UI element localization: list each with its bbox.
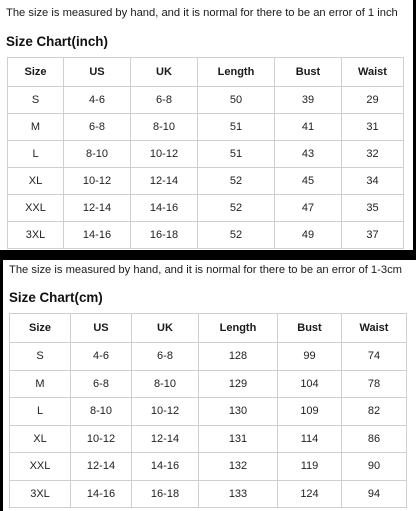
column-header-waist: Waist (342, 314, 407, 343)
cell-uk: 10-12 (131, 141, 198, 168)
cell-uk: 6-8 (131, 87, 198, 114)
cell-bust: 47 (275, 195, 342, 222)
cell-length: 131 (199, 425, 278, 453)
cell-us: 8-10 (64, 141, 131, 168)
cell-length: 51 (198, 141, 275, 168)
column-header-bust: Bust (275, 58, 342, 87)
cell-size: S (10, 343, 71, 371)
table-row (10, 425, 407, 453)
cell-uk: 6-8 (132, 343, 199, 371)
cell-uk: 12-14 (131, 168, 198, 195)
cell-size: M (10, 370, 71, 398)
table-row (10, 480, 407, 508)
column-header-length: Length (198, 58, 275, 87)
cell-length: 129 (199, 370, 278, 398)
column-header-size: Size (8, 58, 64, 87)
column-header-uk: UK (132, 314, 199, 343)
cell-waist: 32 (342, 141, 404, 168)
cell-bust: 39 (275, 87, 342, 114)
cell-size: L (8, 141, 64, 168)
column-header-size: Size (10, 314, 71, 343)
cell-size: 3XL (8, 222, 64, 249)
table-row (10, 370, 407, 398)
cell-bust: 99 (278, 343, 342, 371)
inch-measurement-note: The size is measured by hand, and it is normal for there to be an error of 1 inch (6, 7, 398, 19)
cell-size: XL (10, 425, 71, 453)
table-row (8, 114, 404, 141)
cell-us: 8-10 (71, 398, 132, 426)
cell-uk: 8-10 (132, 370, 199, 398)
cell-bust: 49 (275, 222, 342, 249)
cell-bust: 45 (275, 168, 342, 195)
cell-bust: 119 (278, 453, 342, 481)
table-row (10, 343, 407, 371)
cell-length: 130 (199, 398, 278, 426)
table-row (8, 168, 404, 195)
cell-bust: 41 (275, 114, 342, 141)
column-header-length: Length (199, 314, 278, 343)
cell-us: 4-6 (71, 343, 132, 371)
cell-waist: 74 (342, 343, 407, 371)
cell-waist: 34 (342, 168, 404, 195)
cell-length: 132 (199, 453, 278, 481)
cell-length: 52 (198, 195, 275, 222)
cell-uk: 8-10 (131, 114, 198, 141)
cell-length: 51 (198, 114, 275, 141)
table-row (8, 141, 404, 168)
cell-us: 12-14 (64, 195, 131, 222)
cell-us: 4-6 (64, 87, 131, 114)
cell-waist: 31 (342, 114, 404, 141)
column-header-us: US (71, 314, 132, 343)
cell-us: 14-16 (64, 222, 131, 249)
cell-size: L (10, 398, 71, 426)
cell-bust: 109 (278, 398, 342, 426)
table-row (8, 195, 404, 222)
cell-bust: 124 (278, 480, 342, 508)
table-header-row (8, 58, 404, 87)
table-row (8, 87, 404, 114)
cell-waist: 29 (342, 87, 404, 114)
cm-size-table (9, 313, 407, 508)
cell-bust: 104 (278, 370, 342, 398)
column-header-us: US (64, 58, 131, 87)
cell-us: 6-8 (71, 370, 132, 398)
cell-us: 10-12 (64, 168, 131, 195)
cell-size: XL (8, 168, 64, 195)
cell-size: XXL (8, 195, 64, 222)
cm-chart-title: Size Chart(cm) (9, 290, 103, 305)
cell-waist: 82 (342, 398, 407, 426)
cell-size: M (8, 114, 64, 141)
table-header-row (10, 314, 407, 343)
cell-size: XXL (10, 453, 71, 481)
column-header-bust: Bust (278, 314, 342, 343)
cell-length: 52 (198, 168, 275, 195)
cell-size: S (8, 87, 64, 114)
cell-bust: 43 (275, 141, 342, 168)
cell-uk: 16-18 (132, 480, 199, 508)
table-row (10, 453, 407, 481)
cell-length: 128 (199, 343, 278, 371)
cell-us: 14-16 (71, 480, 132, 508)
column-header-uk: UK (131, 58, 198, 87)
cell-uk: 16-18 (131, 222, 198, 249)
cell-length: 50 (198, 87, 275, 114)
cell-waist: 37 (342, 222, 404, 249)
cm-size-chart-panel (3, 260, 416, 511)
cell-uk: 10-12 (132, 398, 199, 426)
inch-chart-title: Size Chart(inch) (6, 34, 108, 49)
cell-size: 3XL (10, 480, 71, 508)
inch-size-table (7, 57, 404, 249)
inch-size-chart-panel (0, 0, 413, 250)
cell-us: 10-12 (71, 425, 132, 453)
table-row (10, 398, 407, 426)
cell-length: 52 (198, 222, 275, 249)
cell-uk: 14-16 (132, 453, 199, 481)
cell-waist: 90 (342, 453, 407, 481)
cell-uk: 12-14 (132, 425, 199, 453)
table-row (8, 222, 404, 249)
cell-bust: 114 (278, 425, 342, 453)
cell-waist: 78 (342, 370, 407, 398)
cell-uk: 14-16 (131, 195, 198, 222)
cell-length: 133 (199, 480, 278, 508)
cell-waist: 86 (342, 425, 407, 453)
cm-measurement-note: The size is measured by hand, and it is normal for there to be an error of 1-3cm (9, 264, 402, 276)
cell-waist: 94 (342, 480, 407, 508)
cell-waist: 35 (342, 195, 404, 222)
cell-us: 6-8 (64, 114, 131, 141)
column-header-waist: Waist (342, 58, 404, 87)
cell-us: 12-14 (71, 453, 132, 481)
